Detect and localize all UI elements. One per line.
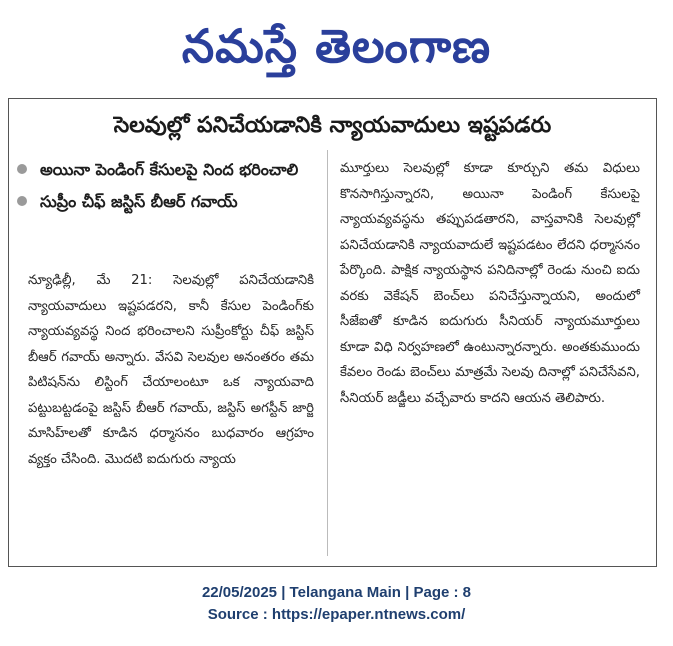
newspaper-masthead: నమస్తే తెలంగాణ [181,19,492,73]
publication-info: 22/05/2025 | Telangana Main | Page : 8 [201,584,472,601]
article-headline: సెలవుల్లో పనిచేయడానికి న్యాయవాదులు ఇష్టపడరు [113,113,552,138]
source-link[interactable]: Source : https://epaper.ntnews.com/ [207,606,466,623]
article-body-right-column: మూర్తులు సెలవుల్లో కూడా కూర్చుని తమ విధులు కొనసాగిస్తున్నారని, అయినా పెండింగ్ కేసులపై న్యాయవ్యవస్థను తప్పుపడతారని, వాస్తవానికి సెలవుల్లో పనిచేయడానికి న్యాయవాదులే ఇష్టపడటం లేదని ధర్మాసనం పేర్కొంది. పాక్షిక న్యాయస్థాన పనిదినాల్లో రెండు నుంచి ఐదు వరకు వెకేషన్ బెంచ్‌లు పనిచేస్తున్నాయని, అందులో సీజేఐతో కూడిన ఐదుగురు సీనియర్ న్యాయమూర్తులు కూడా విధి నిర్వహణలో ఉంటున్నారన్నారు. అంతకుముందు కేవలం రెండు బెంచ్‌లు మాత్రమే సెలవు దినాల్లో పనిచేసేవని, సీనియర్ జడ్జీలు వచ్చేవారు కాదని ఆయన తెలిపారు. [340,161,640,406]
bullet-icon [17,164,27,174]
highlight-item [14,187,314,217]
highlight-text: సుప్రీం చీఫ్ జస్టిస్ బీఆర్ గవాయ్ [40,192,238,211]
highlight-text: అయినా పెండింగ్ కేసులపై నింద భరించాలి [40,160,299,179]
article-highlights [14,155,314,219]
column-divider [327,150,328,556]
bullet-icon [17,196,27,206]
highlight-item [14,155,314,185]
article-body-left-column: న్యూఢిల్లీ, మే 21: సెలవుల్లో పనిచేయడానికి న్యాయవాదులు ఇష్టపడరని, కానీ కేసుల పెండింగ్‌కు న్యాయవ్యవస్థ నింద భరించాలని సుప్రీంకోర్టు చీఫ్ జస్టిస్ బీఆర్ గవాయ్ అన్నారు. వేసవి సెలవుల అనంతరం తమ పిటిషన్‌ను లిస్టింగ్ చేయాలంటూ ఒక న్యాయవాది పట్టుబట్టడంపై జస్టిస్ బీఆర్ గవాయ్, జస్టిస్ అగస్టీన్ జార్జి మాసిహ్‌లతో కూడిన ధర్మాసనం బుధవారం ఆగ్రహం వ్యక్తం చేసింది. మొదటి ఐదుగురు న్యాయ [28,273,314,467]
